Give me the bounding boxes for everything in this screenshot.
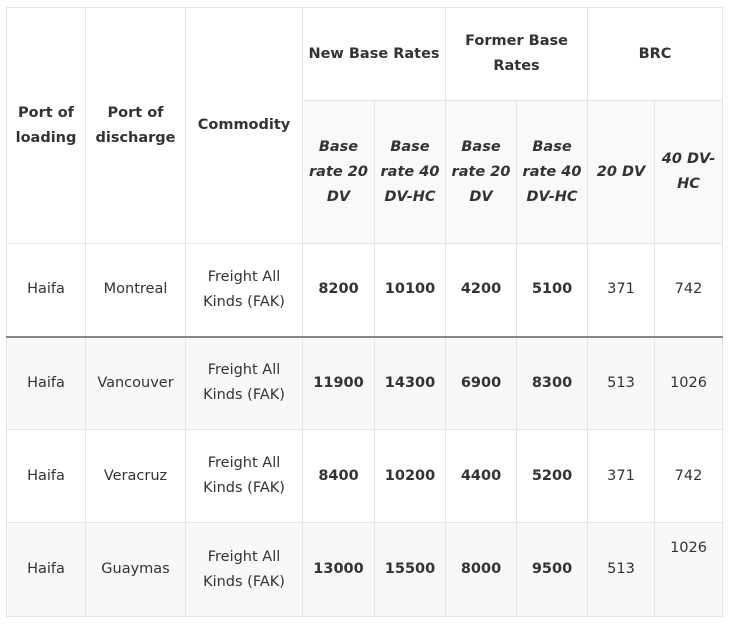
subheader-former-20dv: Base rate 20 DV	[446, 101, 517, 244]
cell-brc-20dv: 513	[588, 523, 655, 617]
cell-former-20dv: 4200	[446, 244, 517, 337]
header-former-base-rates: Former Base Rates	[446, 8, 588, 101]
cell-port-of-loading: Haifa	[7, 523, 86, 617]
cell-former-40dvhc: 9500	[517, 523, 588, 617]
header-port-of-loading: Port of loading	[7, 8, 86, 244]
subheader-brc-40dvhc: 40 DV-HC	[655, 101, 723, 244]
cell-new-40dvhc: 14300	[375, 337, 446, 430]
cell-new-40dvhc: 10200	[375, 430, 446, 523]
cell-commodity: Freight All Kinds (FAK)	[186, 430, 303, 523]
cell-former-20dv: 6900	[446, 337, 517, 430]
cell-commodity: Freight All Kinds (FAK)	[186, 244, 303, 337]
table-row	[7, 244, 723, 337]
cell-new-40dvhc: 10100	[375, 244, 446, 337]
cell-brc-40dvhc: 1026	[655, 523, 723, 617]
cell-port-of-discharge: Montreal	[86, 244, 186, 337]
cell-new-20dv: 13000	[303, 523, 375, 617]
table-row	[7, 523, 723, 617]
header-new-base-rates: New Base Rates	[303, 8, 446, 101]
cell-brc-20dv: 513	[588, 337, 655, 430]
cell-brc-40dvhc: 1026	[655, 337, 723, 430]
header-row	[7, 8, 723, 101]
table-row	[7, 430, 723, 523]
cell-brc-20dv: 371	[588, 244, 655, 337]
cell-port-of-discharge: Guaymas	[86, 523, 186, 617]
cell-port-of-discharge: Vancouver	[86, 337, 186, 430]
header-brc: BRC	[588, 8, 723, 101]
cell-new-20dv: 11900	[303, 337, 375, 430]
cell-former-20dv: 4400	[446, 430, 517, 523]
cell-port-of-loading: Haifa	[7, 244, 86, 337]
subheader-former-40dvhc: Base rate 40 DV-HC	[517, 101, 588, 244]
subheader-new-40dvhc: Base rate 40 DV-HC	[375, 101, 446, 244]
cell-brc-40dvhc: 742	[655, 430, 723, 523]
cell-former-40dvhc: 5100	[517, 244, 588, 337]
cell-new-20dv: 8400	[303, 430, 375, 523]
cell-new-40dvhc: 15500	[375, 523, 446, 617]
cell-former-20dv: 8000	[446, 523, 517, 617]
cell-former-40dvhc: 5200	[517, 430, 588, 523]
cell-port-of-discharge: Veracruz	[86, 430, 186, 523]
rates-table	[6, 7, 723, 617]
table-row	[7, 337, 723, 430]
subheader-new-20dv: Base rate 20 DV	[303, 101, 375, 244]
cell-brc-40dvhc: 742	[655, 244, 723, 337]
header-port-of-discharge: Port of discharge	[86, 8, 186, 244]
cell-brc-20dv: 371	[588, 430, 655, 523]
cell-commodity: Freight All Kinds (FAK)	[186, 523, 303, 617]
cell-commodity: Freight All Kinds (FAK)	[186, 337, 303, 430]
cell-former-40dvhc: 8300	[517, 337, 588, 430]
header-commodity: Commodity	[186, 8, 303, 244]
subheader-brc-20dv: 20 DV	[588, 101, 655, 244]
cell-port-of-loading: Haifa	[7, 337, 86, 430]
cell-port-of-loading: Haifa	[7, 430, 86, 523]
cell-new-20dv: 8200	[303, 244, 375, 337]
